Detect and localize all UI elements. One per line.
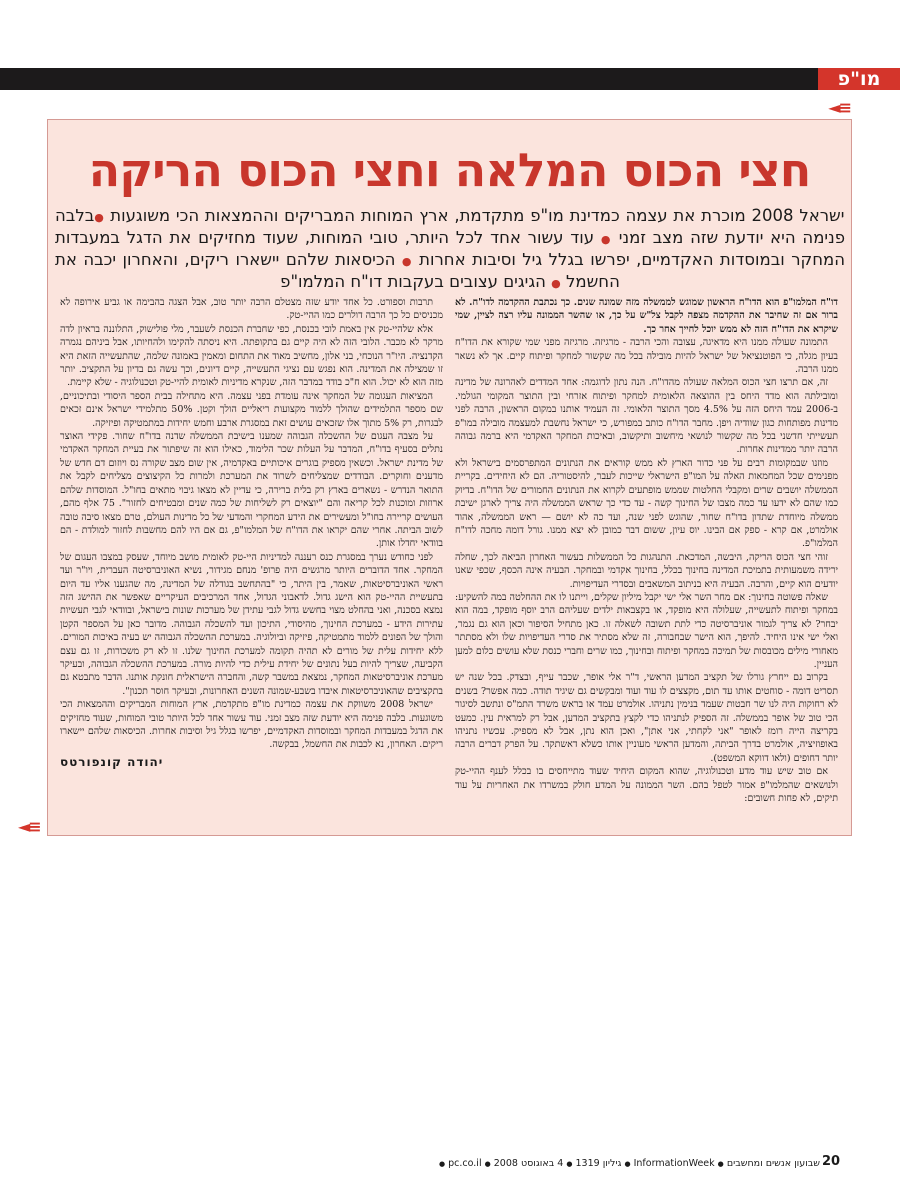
footer-line (400, 1158, 820, 1169)
lead-part: הגיגים עצובים בעקבות דו"ח המלמו"פ (280, 272, 546, 291)
paragraph: דו"ח המלמו"פ הוא הדו"ח הראשון שמוגש לממשלה מזה שמונה שנים. כך נכתבת ההקדמה לדו"ח. לא ברור אם זה שחיבר את ההקדמה מצפה לקבל צל"ש על כך, או שהשר הממונה עליו רצה לציין, שמי שיקרא את הדו"ח הזה לא ממש יוכל לחייך אחר כך. (455, 297, 838, 335)
bullet-icon: ● (566, 1160, 573, 1168)
paragraph: בקרוב גם ייחרץ גורלו של תקציב המדען הראשי, ד"ר אלי אופר, שכבר עייף, ובצדק. בכל שנה יש תסריט דומה - סוחטים אותו עד תום, מקצצים לו עוד ועוד ומבקשים גם שיגיד תודה. כמה אפשר? בשנים לא רחוקות היה לנו שר חבטות שעמד בנימין נתניהו. אולמרט עמד או בראש משרד התמ"ס ונתשב לסיגור הכי טוב של אופר בממשלה. זה הספיק לנתניהו כדי לקצץ בתקציב המדען, אבל רק למראית עין. כמעט בקריצה הייה רומז לאופר "אני לקחתי, אני אתן", ואכן הוא נתן, אבל לא מספיק. עכשיו נתניהו באופוזיציה, אולמרט בדרך הביתה, והמדען הראשי מעוניין אותו כשלא דאשתקד. על הפרק דברים הרבה יותר דחופים (ולאו דווקא המשפט). (455, 672, 838, 764)
lead-part: עוד עשור אחד לכל היותר, טובי המוחות, שעוד מחזיקים את הדגל במעבדות המחקר ובמוסדות האקדמיים, יפרשו בגלל גיל וסיבות אחרות (55, 228, 845, 269)
bullet-icon: ● (600, 233, 612, 246)
article-title: חצי הכוס המלאה וחצי הכוס הריקה (88, 143, 811, 197)
page-number: 20 (822, 1154, 841, 1169)
paragraph: תרבות וספורט. כל אחד יודע שזה מצטלם הרבה יותר טוב, אבל הצגה בהבימה או גביע אירופה לא מכניסים כל כך הרבה דולרים כמו ההיי-טק. (60, 297, 443, 322)
section-label: מו"פ (818, 68, 900, 90)
body-column-right (455, 296, 838, 805)
paragraph: אלא שלהיי-טק אין באמת לובי בכנסת, כפי שחברת הכנסת לשעבר, מלי פולישוק, התלוננה בראיון לדה מרקר לא מכבר. הלובי הזה לא היה קיים גם בתקופתה. היא ניסתה להקימו ולהחיותו, אבל ביניהם נגמרה הקדנציה. היו"ר הנוכחי, בני אלון, מחשיב מאוד את התחום ומאמין באמונה שלמה, שהתעשייה הזאת היא זו שמצילה את המדינה. הוא נפגש עם נציגי התעשייה, קיים דיונים, וכך עשה גם בדיון על התקציב. יותר מזה הוא לא יכול. הוא ח"כ בודד במדבר הזה, שנקרא מדיניות לאומית להיי-טק וטכנולוגיה - שלא קיימת. (60, 323, 443, 389)
top-bar (0, 68, 900, 90)
paragraph: לפני כחודש נערך במסגרת כנס רעננה למדיניות היי-טק לאומית מושב מיוחד, שעסק במצבו העגום של המחקר. אחד הדוברים היותר מרגשים היה פרופ' מנחם מגידור, נשיא האוניברסיטה העברית, ויו"ר ועד ראשי האוניברסיטאות, שאמר, בין היתר, כי "בהתחשב בגודלה של המדינה, מה שהגענו אליו עד היום בתעשיית ההיי-טק הוא הישג גדול. לדאבוני הגדול, אחד המרכיבים העיקריים שאפשר את ההישג הזה נמצא בסכנה, ואני בהחלט מצוי בחשש גדול לגבי עתידן של מערכות שונות בישראל, ובוודאי לגבי תעשיות עתירות הידע - במערכת החינוך, מהיסודי, התיכון ועד להשכלה הגבוהה. מדובר כאן על המספר הקטן והולך של הפונים ללמוד מתמטיקה, פיזיקה וביולוגיה. במערכת ההשכלה הגבוהה יש בעיה באיכות המורים. ללא יחידות עלית של מורים לא תהיה תקומה למערכת החינוך שלנו. זו לא רק משכורות, זו גם עצם הקביעה, שצריך להיות בעל נתונים של יחידת עילית כדי להיות מורה. במערכת ההשכלה הגבוהה, ובעיקר מערכת אוניברסיטאות המחקר, נמצאת במשבר קשה, והחברה הישראלית חונקת אותנו. הדבר מתבטא גם בתקציבים שהאוניברסיטאות איבדו בשבע-שמונה השנים האחרונות, ובעיקר חוסר תכנון". (60, 551, 443, 697)
lead-part: הכיסאות שלהם יישארו ריקים, והאחרון יכבה את החשמל (55, 250, 620, 291)
paragraph: המציאות העגומה של המחקר אינה עומדת בפני עצמה. היא מתחילה בבית הספר היסודי ובתיכוניים, שם מספר התלמידים שהולך ללמוד מקצועות ריאליים הולך וקטן. 50% מתלמידי ישראל אינם זכאים לבגרות, רק 5% מתוך אלו שזכאים עושים זאת במסגרת ארבע וחמש יחידות במתמטיקה ופיזיקה. (60, 390, 443, 429)
bullet-icon: ● (94, 211, 105, 224)
bullet-icon: ● (484, 1160, 491, 1168)
arrow-icon: ◄≡ (18, 817, 40, 836)
bullet-icon: ● (624, 1160, 631, 1168)
bullet-icon: ● (439, 1160, 446, 1168)
paragraph: התמונה שעולה ממנו היא מדאיגה, עצובה והכי הרבה - מרגיזה. מרגיזה מפני שמי שקורא את הדו"ח בעיון מגלה, כי הפוטנציאל של ישראל להיות מובילה בכל מה שקשור למחקר ופיתוח קיים. אך לא נשאר ממנו הרבה. (455, 337, 838, 376)
bullet-icon: ● (551, 277, 561, 290)
paragraph: אם טוב שיש עוד מדע וטכנולוגיה, שהוא המקום היחיד שעוד מתייחסים בו בכלל לענף ההיי-טק ולנושאים שהמלמו"פ אמור לטפל בהם. השר הממונה על המדע חולק במשרדו את האחריות על עוד תיקים, לא פחות חשובים: (455, 766, 838, 805)
author-byline: יהודה קונפורטס (60, 754, 164, 769)
lead-part: בלבה פנימה היא יודעת שזה מצב זמני (55, 206, 846, 247)
paragraph: זוהי חצי הכוס הריקה, היבשה, המדכאת. התנהגות כל הממשלות בעשור האחרון הביאה לכך, שחלה ירידה משמעותית בתמיכת המדינה בחינוך בכלל, בחינוך אקדמי ובמחקר. הבעיה אינה הכסף, שכפי שאנו יודעים הוא קיים, והרבה. הבעיה היא בניתוב המשאבים ובסדרי העדיפויות. (455, 551, 838, 590)
bullet-icon: ● (717, 1160, 724, 1168)
paragraph: ישראל 2008 משווקת את עצמה כמדינת מו"פ מתקדמת, ארץ המוחות המבריקים וההמצאות הכי משוגעות. בלבה פנימה היא יודעת שזה מצב זמני. עוד עשור אחד לכל היותר טובי המוחות, שעוד מחזיקים את הדגל במעבדות המחקר ובמוסדות האקדמיים, יפרשו בגלל גיל וסיבות אחרות. הכיסאות שלהם יישארו ריקים. האחרון, נא לכבות את החשמל, בבקשה. (60, 699, 443, 751)
paragraph: על מצבה העגום של ההשכלה הגבוהה שמענו בישיבת הממשלה שדנה בדו"ח שחור. פקידי האוצר נתלים בסעיף בדו"ח, המדבר על העלות שכר הלימוד, כאילו הוא זה שיפתור את בעיית המחקר האקדמי של מדינת ישראל. וכשאין מספיק בוגרים איכותיים באקדמיה, אין שום מצב שקורה נס ויוזום דם חדש של מדענים וחוקרים. הבודדים שמצליחים לשרוד את המערכת ולמרות כל הקיצוצים מצליחים לקבל את התואר הנדרש - נשארים בארץ רק בלית ברירה, כי עדיין לא מצאו גיבוי מתאים בחו"ל. המוסדות שלהם ארוזות ומוכנות לכל קריאה והם "יוצאים רק לשליחות של כמה שנים ומבטיחים לחזור". 75 אלף מהם, העושים קריירה בחו"ל ומעשירים את הידע המחקרי והמדעי של כל מדינות העולם, טרם מצאו סיבה טובה לשוב הביתה. אחרי שהם יקראו את הדו"ח של המלמו"פ, גם אם היו להם מחשבות לחזור למולדת - הם בוודאי יחדלו אותן. (60, 431, 443, 550)
bullet-icon: ● (401, 255, 413, 268)
lead-part: ישראל 2008 מוכרת את עצמה כמדינת מו"פ מתקדמת, ארץ המוחות המבריקים וההמצאות הכי משוגעות (110, 206, 845, 225)
arrow-icon: ◄≡ (828, 98, 850, 117)
footer-site: pc.co.il (448, 1158, 482, 1169)
article-lead (55, 206, 845, 294)
footer-date: 4 באוגוסט 2008 (493, 1158, 564, 1169)
paragraph: זה, אם תרצו חצי הכוס המלאה שעולה מהדו"ח. הנה נתון לדוגמה: אחד המדדים לאהרונה של מדינה ומובילתה הוא מדד היחס בין ההוצאה הלאומית למחקר ופיתוח אזרחי ובין התוצר המקומי הגולמי. ב-2006 עמד היחס הזה על 4.5% מסך התוצר הלאומי. זה העמיד אותנו במקום הראשון, הרבה לפני מדינות מפותחות כגון שוודיה ויפן. מחבר הדו"ח כותב במפורש, כי ישראל נחשבת למעצמה מובילה במו"פ תעשייתי חדשני בכל מה שקשור לנושאי מיחשוב ותיקשוב, ובאיכות המחקר האקדמי היא ברמה גבוהה הרבה יותר ממדינות אחרות. (455, 377, 838, 456)
paragraph: שאלה פשוטה בחינוך: אם מחר השר אלי ישי יקבל מיליון שקלים, וייתנו לו את ההחלטה במה להשקיע: במחקר ופיתוח לתעשייה, שעלולה היא מופקד, או בקצבאות ילדים שעליהם הרב יוסף מופקד, במה הוא יבחר? לא צריך לגמור אוניברסיטה כדי לתת תשובה לשאלה זו. כאן מתחיל הסיפור וכאן הוא גם נגמר, ואלי ישי אינו היחיד. להיפך, הוא הישר שבחבורה, זה שלא מסתיר את סדרי העדיפויות שלו ולא מסתתר מאחורי מילים מכובסות של תמיכה במחקר ופיתוח ובחינוך, כמו שרים וחברי כנסת שלא עושים כלום למען העניין. (455, 591, 838, 670)
paragraph: מוזנו שבמקומות רבים על פני כדור הארץ לא ממש קוראים את הנתונים המתפרסמים בישראל ולא מפנימים שכל המחמאות האלה על המו"פ הישראלי שייכות לעבר, להיסטוריה. הם לא היחידים. בקריית הממשלה יושבים שרים ומקבלי החלטות שממש מופתעים לקרוא את הנתונים החמורים של הדו"ח. בדיוק כמו שהם לא ידעו עד כמה מצבו של החינוך קשה - עד כדי כך שראש הממשלה היה צריך לארגן ישיבת ממשלה מיוחדת שתדון בדו"ח שחור, שהוגש לפני שנה, ועד כה לא יושם — ראש הממשלה, אהוד אולמרט, אם קרא - ספק אם הבינו. יוס עיון, ששום דבר כמובן לא יצא ממנו. גורל דומה מחכה לדו"ח המלמו"פ. (455, 457, 838, 550)
footer-publication: שבועון אנשים ומחשבים (726, 1158, 820, 1169)
footer-brand: InformationWeek (633, 1158, 715, 1169)
body-column-left (60, 296, 443, 769)
footer-issue: גיליון 1319 (575, 1158, 622, 1169)
